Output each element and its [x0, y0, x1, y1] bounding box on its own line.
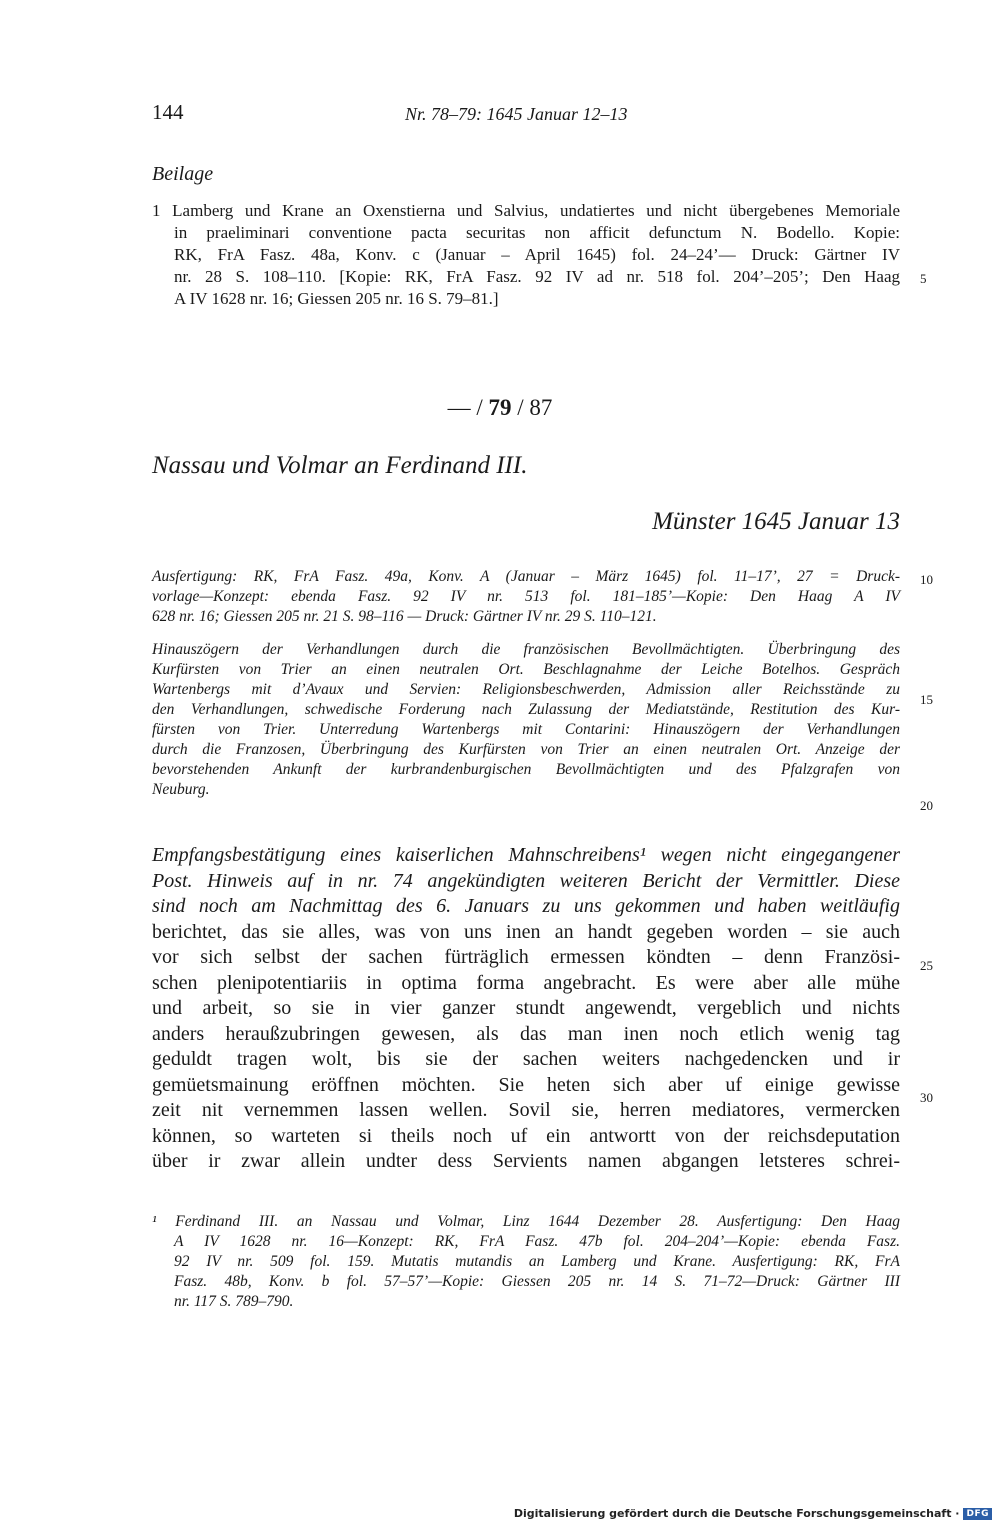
line-number: 30 [920, 1090, 933, 1105]
body-line: Post. Hinweis auf in nr. 74 angekündigten weiteren Bericht der Vermittler. Diese [152, 869, 900, 892]
sources-line: Ausfertigung: RK, FrA Fasz. 49a, Konv. A (Januar – März 1645) fol. 11–17’, 27 = Druck- [152, 568, 900, 585]
regest-line: den Verhandlungen, schwedische Forderung nach Zulassung der Mediatstände, Restitution des Kur- [152, 701, 900, 718]
beilage-line: in praeliminari conventione pacta securitas non afficit defunctum N. Bodello. Kopie: [174, 223, 900, 242]
body-line: Empfangsbestätigung eines kaiserlichen Mahnschreibens¹ wegen nicht eingegangener [152, 844, 900, 866]
funding-credit [514, 1507, 992, 1520]
document-number-suffix: / 87 [517, 395, 553, 420]
body-line: sind noch am Nachmittag des 6. Januars zu uns gekommen und haben weitläufig [152, 895, 900, 917]
body-line: berichtet, das sie alles, was von uns inen an handt gegeben worden – sie auch [152, 920, 900, 943]
footnote-line: nr. 117 S. 789–790. [174, 1293, 294, 1310]
regest-text [152, 640, 900, 800]
regest-line: fürsten von Trier. Unterredung Wartenbergs mit Contarini: Hinauszögern der Verhandlungen [152, 721, 900, 738]
regest-line: Hinauszögern der Verhandlungen durch die französischen Bevollmächtigten. Überbringung des [152, 641, 900, 658]
document-number-prefix: — / [447, 395, 483, 420]
beilage-line: nr. 28 S. 108–110. [Kopie: RK, FrA Fasz. 92 IV ad nr. 518 fol. 204’–205’; Den Haag [174, 267, 900, 286]
line-number: 15 [920, 692, 933, 707]
beilage-line: RK, FrA Fasz. 48a, Konv. c (Januar – April 1645) fol. 24–24’— Druck: Gärtner IV [174, 245, 900, 264]
body-text [152, 843, 900, 1175]
dfg-logo: DFG [963, 1508, 992, 1520]
page-number: 144 [152, 100, 184, 124]
regest-line: durch die Franzosen, Überbringung des Kurfürsten von Trier an einen neutralen Ort. Anzeige der [152, 741, 900, 758]
beilage-line: 1 Lamberg und Krane an Oxenstierna und Salvius, undatiertes und nicht übergebenes Memoriale [152, 201, 900, 220]
document-number [0, 395, 1000, 421]
footnote-line: Fasz. 48b, Konv. b fol. 57–57’—Kopie: Giessen 205 nr. 14 S. 71–72—Druck: Gärtner III [174, 1273, 900, 1290]
body-line: können, so warteten si theils noch uf ein antwortt von der reichsdeputation [152, 1124, 900, 1147]
line-number: 5 [920, 271, 927, 286]
funding-credit-text: Digitalisierung gefördert durch die Deutsche Forschungsgemeinschaft · [513, 1507, 960, 1520]
sources-text [152, 567, 900, 627]
footnote-text [152, 1212, 900, 1312]
footnote-line: ¹ Ferdinand III. an Nassau und Volmar, Linz 1644 Dezember 28. Ausfertigung: Den Haag [152, 1213, 900, 1230]
document-date: Münster 1645 Januar 13 [652, 508, 900, 535]
body-line: geduldt tragen wolt, bis sie der sachen weiters nachgedencken und ir [152, 1048, 900, 1070]
sources-line: vorlage—Konzept: ebenda Fasz. 92 IV nr. 513 fol. 181–185’—Kopie: Den Haag A IV [152, 588, 900, 605]
body-line: schen plenipotentiariis in optima forma angebracht. Es were aber alle mühe [152, 971, 900, 994]
beilage-line: A IV 1628 nr. 16; Giessen 205 nr. 16 S. 79–81.] [174, 289, 499, 308]
beilage-title: Beilage [152, 163, 214, 185]
regest-line: Wartenbergs mit d’Avaux und Servien: Religionsbeschwerden, Admission aller Reichsstände zu [152, 681, 900, 698]
line-number: 25 [920, 958, 933, 973]
footnote-line: A IV 1628 nr. 16—Konzept: RK, FrA Fasz. 47b fol. 204–204’—Kopie: ebenda Fasz. [174, 1233, 900, 1250]
regest-line: bevorstehenden Ankunft der kurbrandenburgischen Bevollmächtigten und des Pfalzgrafen von [152, 761, 900, 778]
beilage-text [152, 200, 900, 310]
body-line: vor sich selbst der sachen fürträglich ermessen köndten – denn Französi- [152, 946, 900, 968]
line-number: 10 [920, 572, 933, 587]
document-number-main: 79 [488, 395, 512, 420]
document-title: Nassau und Volmar an Ferdinand III. [152, 452, 528, 479]
body-line: und arbeit, so sie in vier ganzer stundt angewendt, vergeblich und nichts [152, 997, 900, 1019]
line-number: 20 [920, 798, 933, 813]
body-line: über ir zwar allein undter dess Servients namen abgangen letsteres schrei- [152, 1150, 900, 1172]
body-line: anders heraußzubringen gewesen, als das man inen noch etlich wenig tag [152, 1022, 900, 1045]
regest-line: Neuburg. [152, 781, 210, 798]
body-line: gemüetsmainung eröffnen möchten. Sie heten sich aber uf einige gewisse [152, 1073, 900, 1096]
running-head: Nr. 78–79: 1645 Januar 12–13 [405, 104, 628, 124]
body-line: zeit nit vernemmen lassen wellen. Sovil sie, herren mediatores, vermercken [152, 1099, 900, 1121]
regest-line: Kurfürsten von Trier an einen neutralen Ort. Beschlagnahme der Leiche Botelhos. Gespräch [152, 661, 900, 678]
footnote-line: 92 IV nr. 509 fol. 159. Mutatis mutandis an Lamberg und Krane. Ausfertigung: RK, FrA [174, 1253, 900, 1270]
sources-line: 628 nr. 16; Giessen 205 nr. 21 S. 98–116 — Druck: Gärtner IV nr. 29 S. 110–121. [152, 608, 657, 625]
